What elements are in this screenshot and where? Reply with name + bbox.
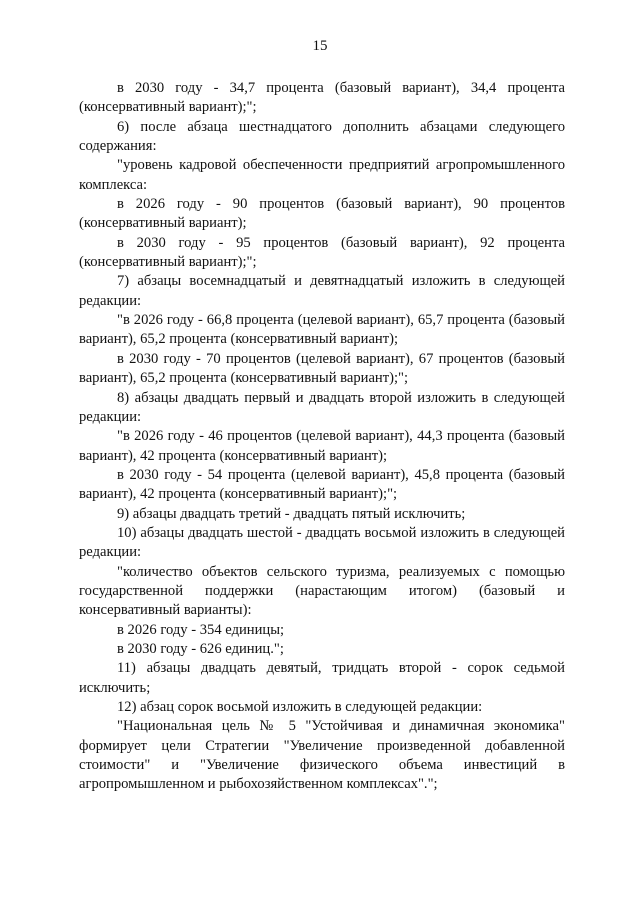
paragraph: в 2030 году - 70 процентов (целевой вариант), 67 процентов (базовый вариант), 65,2 процента (консервативный вариант);";	[79, 350, 565, 387]
paragraph: "в 2026 году - 66,8 процента (целевой вариант), 65,7 процента (базовый вариант), 65,2 процента (консервативный вариант);	[79, 312, 565, 348]
paragraph: "Национальная цель № 5 "Устойчивая и динамичная экономика" формирует цели Стратегии "Увеличение произведенной добавленной стоимости" и "Увеличение физического объема инвестиций в агропромышленном и рыбохозяйственном комплексах".";	[79, 718, 565, 793]
paragraph: 11) абзацы двадцать девятый, тридцать второй - сорок седьмой исключить;	[79, 660, 565, 696]
paragraph: 7) абзацы восемнадцатый и девятнадцатый изложить в следующей редакции:	[79, 273, 565, 309]
paragraph: в 2030 году - 95 процентов (базовый вариант), 92 процента (консервативный вариант);";	[79, 234, 565, 271]
paragraph: 10) абзацы двадцать шестой - двадцать восьмой изложить в следующей редакции:	[79, 524, 565, 561]
paragraph: 9) абзацы двадцать третий - двадцать пятый исключить;	[117, 505, 466, 522]
page-number: 15	[312, 38, 328, 54]
paragraph: "в 2026 году - 46 процентов (целевой вариант), 44,3 процента (базовый вариант), 42 процента (консервативный вариант);	[79, 428, 565, 464]
paragraph: "уровень кадровой обеспеченности предприятий агропромышленного комплекса:	[79, 157, 565, 193]
paragraph: в 2030 году - 54 процента (целевой вариант), 45,8 процента (базовый вариант), 42 процента (консервативный вариант);";	[79, 466, 565, 503]
paragraph: в 2026 году - 354 единицы;	[117, 621, 285, 638]
paragraph: в 2030 году - 34,7 процента (базовый вариант), 34,4 процента (консервативный вариант);";	[79, 80, 565, 116]
paragraph: 12) абзац сорок восьмой изложить в следующей редакции:	[117, 699, 483, 715]
paragraph: 8) абзацы двадцать первый и двадцать второй изложить в следующей редакции:	[79, 389, 565, 425]
paragraph: 6) после абзаца шестнадцатого дополнить абзацами следующего содержания:	[79, 118, 565, 155]
paragraph: в 2030 году - 626 единиц.";	[117, 640, 284, 657]
paragraph: "количество объектов сельского туризма, реализуемых с помощью государственной поддержки (нарастающим итогом) (базовый и консервативный варианты):	[79, 563, 565, 619]
document-body	[79, 79, 565, 795]
paragraph: в 2026 году - 90 процентов (базовый вариант), 90 процентов (консервативный вариант);	[79, 196, 565, 232]
